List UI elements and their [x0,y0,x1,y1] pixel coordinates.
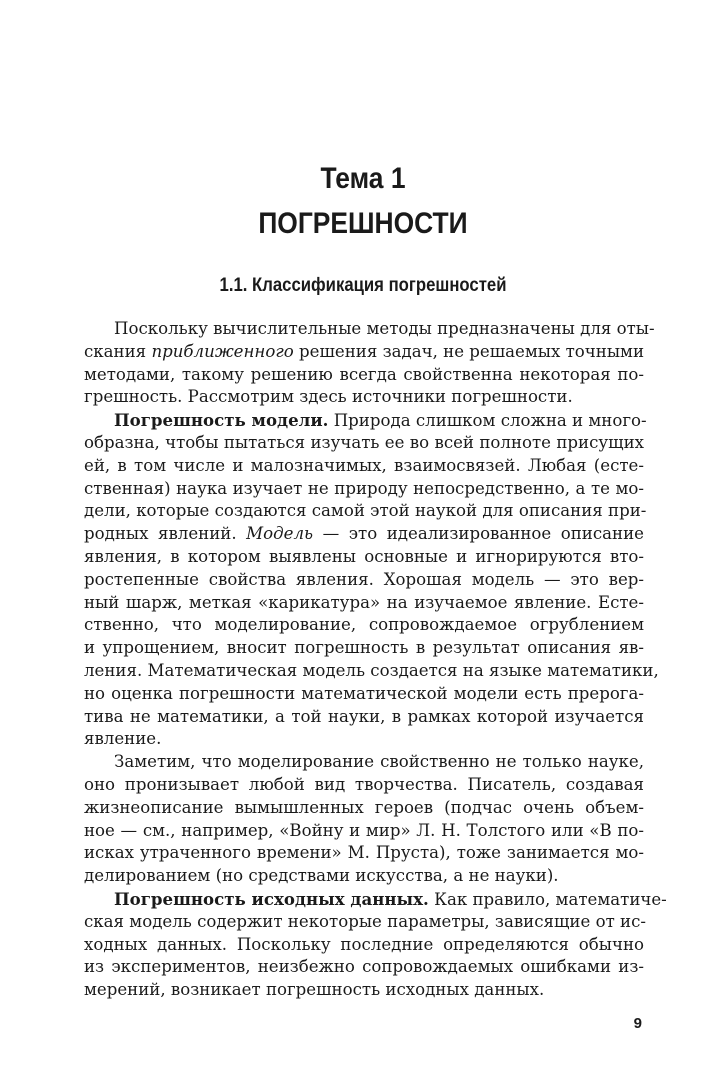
text-line: Поскольку вычислительные методы предназначены для оты- [114,319,655,338]
text-line: дели, которые создаются самой этой наукой для описания при- [84,501,647,521]
text-segment: скания [84,341,152,361]
text-segment: Природа слишком сложна и много- [328,411,647,431]
text-line: и упрощением, вносит погрешность в результат описания яв- [84,638,644,658]
page-number: 9 [633,1015,642,1032]
chapter-title: ПОГРЕШНОСТИ [258,207,468,240]
text-line: из экспериментов, неизбежно сопровождаемых ошибками из- [84,957,644,977]
text-line [84,888,667,911]
text-line: ное — см., например, «Войну и мир» Л. Н. Толстого или «В по- [84,820,644,840]
paragraph [84,318,655,409]
text-line: исках утраченного времени» М. Пруста), тоже занимается мо- [84,843,644,863]
text-line: ственная) наука изучает не природу непосредственно, а те мо- [84,478,644,498]
bold-term: Погрешность исходных данных. [114,888,429,909]
text-line: тива не математики, а той науки, в рамках которой изучается [84,706,644,726]
text-line: делированием (но средствами искусства, а не науки). [84,866,559,886]
text-segment: Как правило, математиче- [428,889,667,909]
text-line: Заметим, что моделирование свойственно не только науке, [114,752,644,772]
text-line: оно пронизывает любой вид творчества. Писатель, создавая [84,774,644,794]
paragraph [84,888,667,1002]
text-line: мерений, возникает погрешность исходных данных. [84,980,545,1000]
text-line: ская модель содержит некоторые параметры, зависящие от ис- [84,911,646,931]
text-segment: — это идеализированное описание [313,524,644,544]
text-line: ный шарж, меткая «карикатура» на изучаемое явление. Есте- [84,592,644,612]
text-line: ей, в том числе и малозначимых, взаимосвязей. Любая (есте- [84,455,644,475]
paragraph [84,751,644,888]
chapter-label: Тема 1 [320,162,406,195]
text-line: жизнеописание вымышленных героев (подчас очень объем- [84,797,644,817]
text-line: но оценка погрешности математической модели есть прерога- [84,683,644,703]
text-line: ления. Математическая модель создается на языке математики, [84,660,659,680]
text-segment: родных явлений. [84,524,247,544]
section-title: 1.1. Классификация погрешностей [219,275,507,296]
text-line: ходных данных. Поскольку последние определяются обычно [84,934,644,954]
text-line: ственно, что моделирование, сопровождаемое огрублением [84,615,644,635]
text-line: ростепенные свойства явления. Хорошая модель — это вер- [84,569,644,589]
bold-term: Погрешность модели. [114,410,329,431]
body-text [84,318,667,1002]
text-line [84,409,647,432]
italic-term: Модель [246,524,314,544]
text-line: явления, в котором выявлены основные и игнорируются вто- [84,546,644,566]
text-line: методами, такому решению всегда свойственна некоторая по- [84,364,644,384]
text-line: образна, чтобы пытаться изучать ее во всей полноте присущих [84,432,644,452]
italic-term: приближенного [151,341,294,361]
text-line [84,523,644,546]
text-line: грешность. Рассмотрим здесь источники погрешности. [84,387,573,407]
text-line [84,341,644,364]
paragraph [84,409,659,751]
text-segment: решения задач, не решаемых точными [293,341,645,361]
text-line: явление. [84,729,162,749]
